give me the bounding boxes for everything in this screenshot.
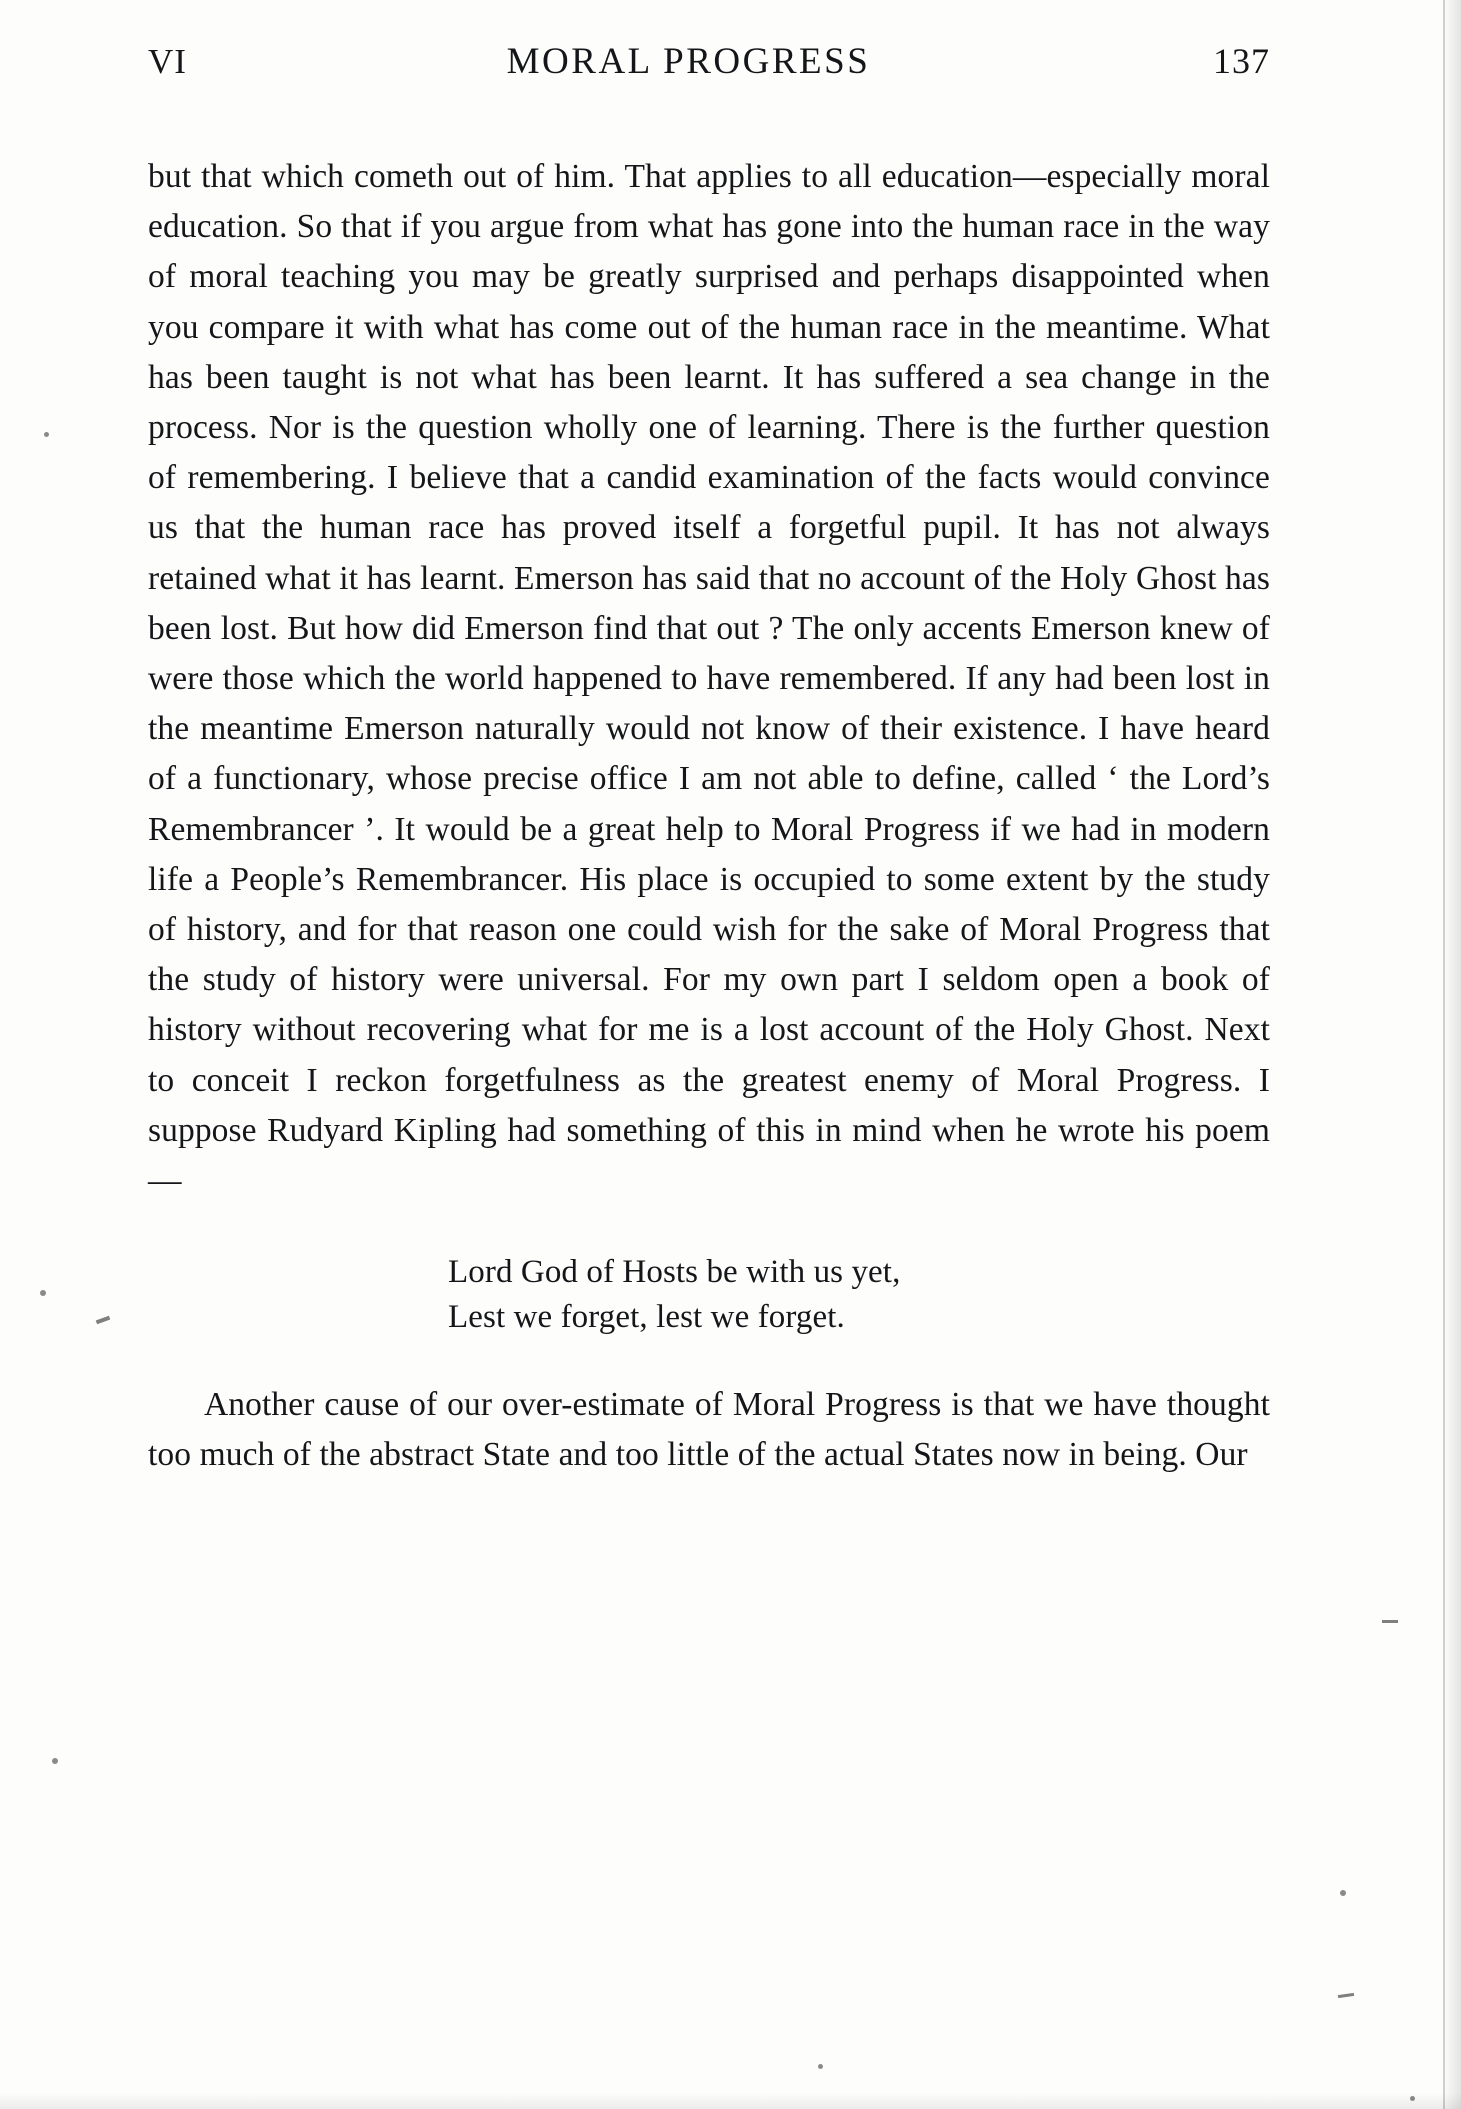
page-number: 137 xyxy=(1213,41,1270,81)
verse-block xyxy=(148,1250,1270,1340)
scan-speck xyxy=(818,2064,823,2069)
body-text xyxy=(148,152,1270,1481)
scan-tick xyxy=(96,1316,111,1325)
page-content xyxy=(148,40,1270,1481)
scan-tick xyxy=(1382,1620,1398,1623)
page-title: MORAL PROGRESS xyxy=(506,41,871,82)
scan-shadow-bottom xyxy=(0,2093,1461,2109)
scan-speck xyxy=(44,432,49,437)
verse-line-1: Lord God of Hosts be with us yet, xyxy=(448,1254,901,1291)
paragraph-2: Another cause of our over-estimate of Moral Progress is that we have thought too much of the abstract State and too little of the actual States now in being. Our xyxy=(148,1386,1270,1474)
verse-line-2: Lest we forget, lest we forget. xyxy=(448,1299,845,1336)
scan-speck xyxy=(52,1758,58,1764)
chapter-number: VI xyxy=(148,42,187,81)
scan-shadow-right xyxy=(1443,0,1461,2109)
scan-speck xyxy=(40,1290,46,1296)
scan-speck xyxy=(1340,1890,1346,1896)
running-head xyxy=(148,40,1270,100)
scan-tick xyxy=(1338,1993,1354,1998)
paragraph-1: but that which cometh out of him. That applies to all education—especially moral education. So that if you argue from what has gone into the human race in the way of moral teaching you may be greatly surprised and perhaps disappointed when you compare it with what has come out of the human race in the meantime. What has been taught is not what has been learnt. It has suffered a sea change in the process. Nor is the question wholly one of learning. There is the further question of remembering. I believe that a candid examination of the facts would convince us that the human race has proved itself a forgetful pupil. It has not always retained what it has learnt. Emerson has said that no account of the Holy Ghost has been lost. But how did Emerson find that out ? The only accents Emerson knew of were those which the world happened to have remembered. If any had been lost in the meantime Emerson naturally would not know of their existence. I have heard of a functionary, whose precise office I am not able to define, called ‘ the Lord’s Remembrancer ’. It would be a great help to Moral Progress if we had in modern life a People’s Remembrancer. His place is occupied to some extent by the study of history, and for that reason one could wish for the sake of Moral Progress that the study of history were universal. For my own part I seldom open a book of history without recovering what for me is a lost account of the Holy Ghost. Next to conceit I reckon forgetfulness as the greatest enemy of Moral Progress. I suppose Rudyard Kipling had something of this in mind when he wrote his poem— xyxy=(148,158,1270,1200)
